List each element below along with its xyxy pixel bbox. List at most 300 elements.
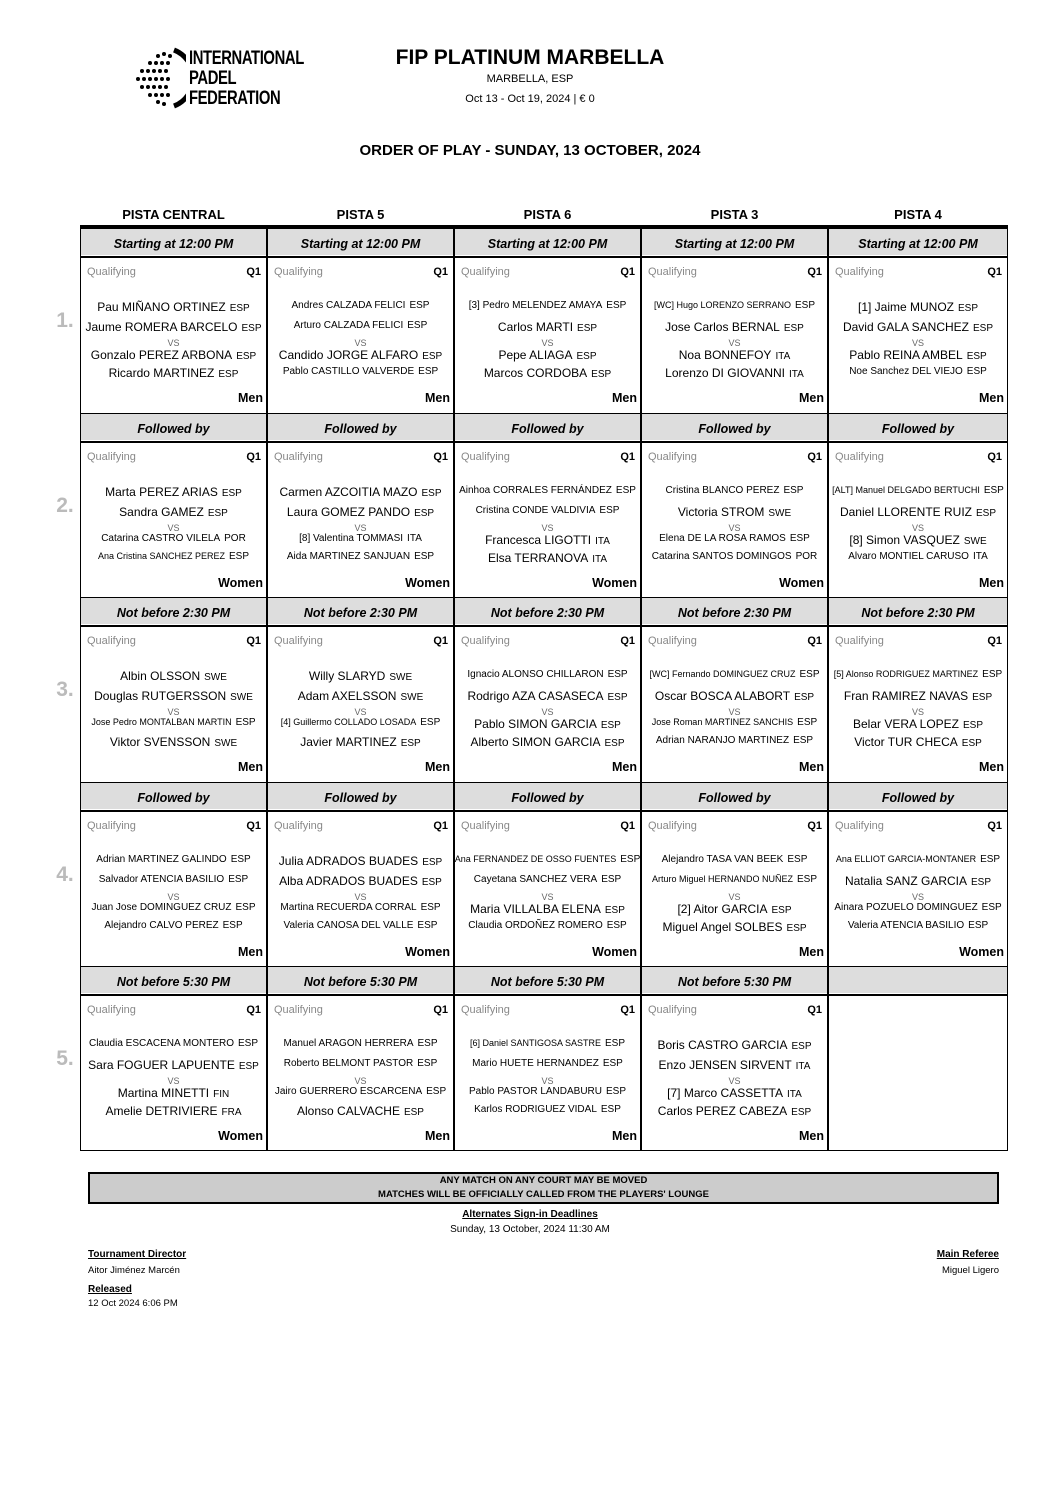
player-country: SWE — [204, 672, 227, 683]
player-name: Gonzalo PEREZ ARBONA — [90, 348, 233, 362]
player-country: ESP — [409, 300, 430, 311]
player-country: ESP — [417, 1038, 438, 1049]
player-name: Alonso CALVACHE — [297, 1104, 400, 1118]
slot-start-time: Not before 2:30 PM — [829, 598, 1007, 624]
player-name: Cristina BLANCO PEREZ — [665, 485, 780, 496]
match-order-number: 3. — [56, 678, 74, 701]
match-type: Qualifying — [648, 1004, 697, 1016]
player-country: SWE — [230, 692, 253, 703]
player-name: Sara FOGUER LAPUENTE — [88, 1058, 235, 1072]
player-line — [828, 689, 1008, 703]
player-country: ESP — [421, 877, 442, 888]
versus-label: VS — [167, 523, 180, 533]
player-line — [80, 1038, 267, 1049]
player-line — [267, 320, 454, 331]
slot-start-time: Followed by — [829, 414, 1007, 440]
match-order-number: 1. — [56, 309, 74, 332]
slot-start-time: Followed by — [268, 414, 453, 440]
logo-line-2: PADEL — [189, 68, 237, 89]
player-line — [641, 300, 828, 311]
player-country: FRA — [221, 1107, 242, 1118]
slot-start-time: Followed by — [829, 783, 1007, 809]
player-country: ITA — [775, 351, 791, 362]
match-cell[interactable] — [454, 996, 641, 1152]
player-line — [641, 1058, 828, 1072]
player-name: Catarina SANTOS DOMINGOS — [651, 551, 792, 562]
player-country: ESP — [963, 720, 984, 731]
match-round: Q1 — [246, 451, 261, 463]
match-round: Q1 — [433, 820, 448, 832]
player-name: Claudia ESCACENA MONTERO — [88, 1038, 235, 1049]
player-name: [2] Aitor GARCIA — [677, 902, 768, 916]
player-line — [267, 1086, 454, 1097]
player-line — [80, 1086, 267, 1100]
tournament-location: MARBELLA, ESP — [486, 73, 574, 85]
player-line — [641, 920, 828, 934]
player-name: Noe Sanchez DEL VIEJO — [849, 366, 963, 377]
player-country: ESP — [958, 303, 979, 314]
slot-start-time — [829, 967, 1007, 993]
player-country: ESP — [972, 692, 993, 703]
player-name: Alejandro CALVO PEREZ — [104, 920, 219, 931]
player-line — [80, 348, 267, 362]
player-country: ESP — [403, 1107, 424, 1118]
match-category: Men — [799, 1129, 824, 1143]
versus-label: VS — [167, 1076, 180, 1086]
player-name: Adrian NARANJO MARTINEZ — [655, 735, 790, 746]
player-country: ITA — [789, 369, 804, 380]
court-header: PISTA 5 — [336, 207, 385, 222]
player-name: [8] Simon VASQUEZ — [849, 533, 960, 547]
player-line — [828, 320, 1008, 334]
player-line — [267, 717, 454, 728]
player-name: Carlos PEREZ CABEZA — [657, 1104, 788, 1118]
player-country: ESP — [971, 877, 992, 888]
player-line — [80, 854, 267, 865]
player-name: Cristina CONDE VALDIVIA — [475, 505, 596, 516]
slot-start-time: Starting at 12:00 PM — [829, 229, 1007, 255]
player-line — [267, 551, 454, 562]
match-cell[interactable] — [641, 258, 828, 414]
player-country: ESP — [606, 920, 627, 931]
player-country: ITA — [786, 1089, 802, 1100]
player-country: ESP — [238, 1061, 259, 1072]
player-country: FIN — [213, 1089, 230, 1100]
versus-label: VS — [541, 892, 554, 902]
match-category: Men — [612, 760, 637, 774]
player-line — [454, 533, 641, 547]
match-type: Qualifying — [87, 451, 136, 463]
player-line — [80, 920, 267, 931]
player-line — [454, 300, 641, 311]
player-name: Salvador ATENCIA BASILIO — [98, 874, 225, 885]
player-name: Pepe ALIAGA — [498, 348, 573, 362]
match-category: Men — [799, 945, 824, 959]
player-country: ITA — [795, 1061, 811, 1072]
player-name: Jose Carlos BERNAL — [665, 320, 780, 334]
slot-start-time: Not before 5:30 PM — [268, 967, 453, 993]
match-type: Qualifying — [648, 635, 697, 647]
match-category: Women — [779, 576, 824, 590]
player-country: ESP — [606, 1086, 627, 1097]
player-country: ESP — [229, 551, 250, 562]
match-cell[interactable] — [828, 812, 1008, 968]
player-name: Claudia ORDOÑEZ ROMERO — [468, 920, 603, 931]
match-category: Women — [592, 945, 637, 959]
player-name: Boris CASTRO GARCIA — [657, 1038, 788, 1052]
match-category: Men — [979, 760, 1004, 774]
match-category: Men — [979, 391, 1004, 405]
match-round: Q1 — [620, 266, 635, 278]
versus-label: VS — [167, 707, 180, 717]
player-line — [454, 1104, 641, 1115]
player-line — [828, 300, 1008, 314]
player-name: Mario HUETE HERNANDEZ — [472, 1058, 599, 1069]
match-type: Qualifying — [648, 820, 697, 832]
player-line — [267, 735, 454, 749]
player-line — [267, 1104, 454, 1118]
player-name: David GALA SANCHEZ — [842, 320, 970, 334]
match-type: Qualifying — [274, 820, 323, 832]
player-line — [454, 874, 641, 885]
released-label: Released — [88, 1284, 132, 1295]
match-type: Qualifying — [274, 266, 323, 278]
player-line — [80, 533, 267, 544]
match-cell[interactable] — [641, 996, 828, 1152]
player-line — [454, 1058, 641, 1069]
versus-label: VS — [167, 892, 180, 902]
versus-label: VS — [541, 1076, 554, 1086]
player-country: ESP — [600, 720, 621, 731]
player-name: Sandra GAMEZ — [119, 505, 204, 519]
player-country: ESP — [601, 874, 622, 885]
player-name: Marta PEREZ ARIAS — [105, 485, 218, 499]
match-cell[interactable] — [828, 627, 1008, 783]
player-line — [641, 735, 828, 746]
alternates-date: Sunday, 13 October, 2024 11:30 AM — [450, 1224, 610, 1235]
player-name: Roberto BELMONT PASTOR — [283, 1058, 414, 1069]
fip-ball-icon — [134, 46, 186, 110]
player-country: ESP — [968, 920, 989, 931]
player-name: Alvaro MONTIEL CARUSO — [848, 551, 969, 562]
player-line — [828, 533, 1008, 547]
match-cell[interactable] — [80, 812, 267, 968]
match-round: Q1 — [246, 820, 261, 832]
match-round: Q1 — [807, 266, 822, 278]
player-name: Alejandro TASA VAN BEEK — [661, 854, 784, 865]
player-line — [828, 505, 1008, 519]
versus-label: VS — [911, 707, 924, 717]
player-name: Ricardo MARTINEZ — [108, 366, 215, 380]
match-type: Qualifying — [461, 820, 510, 832]
match-cell[interactable] — [80, 627, 267, 783]
match-category: Men — [799, 760, 824, 774]
slot-start-time: Followed by — [642, 414, 827, 440]
player-name: Maria VILLALBA ELENA — [470, 902, 601, 916]
player-name: Victor TUR CHECA — [854, 735, 958, 749]
player-country: ESP — [230, 854, 251, 865]
match-category: Women — [405, 576, 450, 590]
match-type: Qualifying — [835, 635, 884, 647]
player-name: Oscar BOSCA ALABORT — [654, 689, 791, 703]
player-country: ESP — [615, 485, 636, 496]
match-round: Q1 — [807, 1004, 822, 1016]
referee-name: Miguel Ligero — [941, 1265, 999, 1276]
player-country: SWE — [768, 508, 792, 519]
player-line — [641, 348, 828, 362]
player-country: ESP — [591, 369, 612, 380]
match-type: Qualifying — [461, 451, 510, 463]
slot-start-time: Starting at 12:00 PM — [455, 229, 640, 255]
match-category: Men — [425, 391, 450, 405]
match-order-number: 2. — [56, 494, 74, 517]
player-line — [80, 689, 267, 703]
player-line — [454, 669, 641, 680]
player-country: ESP — [983, 485, 1004, 496]
player-name: Jaume ROMERA BARCELO — [85, 320, 238, 334]
match-round: Q1 — [620, 635, 635, 647]
player-name: Pablo REINA AMBEL — [849, 348, 963, 362]
player-name: Adam AXELSSON — [297, 689, 397, 703]
match-type: Qualifying — [835, 266, 884, 278]
player-name: [5] Alonso RODRIGUEZ MARTINEZ — [833, 669, 979, 679]
match-category: Women — [218, 1129, 263, 1143]
order-of-play-title: ORDER OF PLAY - SUNDAY, 13 OCTOBER, 2024 — [359, 142, 701, 159]
match-type: Qualifying — [648, 266, 697, 278]
match-cell[interactable] — [80, 996, 267, 1152]
player-name: Pablo SIMON GARCIA — [474, 717, 597, 731]
player-country: SWE — [963, 536, 987, 547]
slot-start-time: Starting at 12:00 PM — [268, 229, 453, 255]
director-name: Aitor Jiménez Marcén — [88, 1265, 180, 1276]
player-line — [80, 1104, 267, 1118]
player-line — [828, 854, 1008, 865]
player-country: ESP — [417, 1058, 438, 1069]
player-country: ESP — [422, 857, 443, 868]
player-name: Miguel Angel SOLBES — [662, 920, 783, 934]
player-name: [6] Daniel SANTIGOSA SASTRE — [469, 1038, 602, 1048]
match-type: Qualifying — [461, 266, 510, 278]
player-country: ESP — [241, 323, 262, 334]
player-name: Carlos MARTI — [497, 320, 574, 334]
player-line — [80, 366, 267, 380]
player-country: ESP — [576, 351, 597, 362]
player-country: ESP — [966, 366, 987, 377]
player-country: ESP — [221, 488, 242, 499]
slot-start-time: Not before 2:30 PM — [642, 598, 827, 624]
player-name: Carmen AZCOITIA MAZO — [279, 485, 418, 499]
player-name: Adrian MARTINEZ GALINDO — [96, 854, 227, 865]
match-cell[interactable] — [641, 812, 828, 968]
slot-start-time: Starting at 12:00 PM — [642, 229, 827, 255]
player-line — [828, 920, 1008, 931]
match-type: Qualifying — [461, 635, 510, 647]
match-cell[interactable] — [454, 627, 641, 783]
court-header: PISTA 6 — [523, 207, 572, 222]
match-type: Qualifying — [835, 820, 884, 832]
match-type: Qualifying — [87, 1004, 136, 1016]
slot-start-time: Not before 2:30 PM — [268, 598, 453, 624]
match-cell[interactable] — [80, 443, 267, 599]
player-name: Albin OLSSON — [120, 669, 201, 683]
match-cell[interactable] — [454, 812, 641, 968]
match-type: Qualifying — [835, 451, 884, 463]
player-name: Ainhoa CORRALES FERNÁNDEZ — [459, 485, 612, 496]
released-date: 12 Oct 2024 6:06 PM — [88, 1298, 178, 1309]
player-name: Ana Cristina SANCHEZ PEREZ — [97, 551, 226, 561]
match-order-number: 4. — [56, 863, 74, 886]
player-line — [267, 920, 454, 931]
player-name: Marcos CORDOBA — [483, 366, 588, 380]
slot-start-time: Followed by — [455, 414, 640, 440]
match-cell[interactable] — [828, 443, 1008, 599]
match-cell[interactable] — [828, 258, 1008, 414]
player-name: Francesca LIGOTTI — [485, 533, 592, 547]
player-country: ESP — [980, 854, 1001, 865]
versus-label: VS — [911, 892, 924, 902]
match-cell[interactable] — [80, 258, 267, 414]
tournament-title: FIP PLATINUM MARBELLA — [395, 46, 665, 69]
player-line — [454, 689, 641, 703]
player-name: [1] Jaime MUNOZ — [857, 300, 954, 314]
player-name: Ana FERNANDEZ DE OSSO FUENTES — [454, 854, 617, 864]
player-line — [80, 505, 267, 519]
court-header: PISTA CENTRAL — [122, 207, 225, 222]
player-name: Natalia SANZ GARCIA — [844, 874, 968, 888]
versus-label: VS — [728, 707, 741, 717]
player-line — [80, 320, 267, 334]
player-name: Valeria CANOSA DEL VALLE — [283, 920, 414, 931]
match-round: Q1 — [433, 1004, 448, 1016]
match-type: Qualifying — [87, 820, 136, 832]
match-cell[interactable] — [454, 443, 641, 599]
match-category: Men — [425, 1129, 450, 1143]
player-country: ESP — [799, 669, 820, 680]
match-cell[interactable] — [267, 996, 454, 1152]
player-line — [828, 717, 1008, 731]
match-category: Women — [592, 576, 637, 590]
match-category: Men — [979, 576, 1004, 590]
player-line — [80, 300, 267, 314]
player-country: ESP — [783, 323, 804, 334]
versus-label: VS — [911, 523, 924, 533]
player-name: Pablo PASTOR LANDABURU — [468, 1086, 602, 1097]
notice-line-1: ANY MATCH ON ANY COURT MAY BE MOVED — [439, 1175, 648, 1186]
match-cell[interactable] — [267, 812, 454, 968]
player-name: Karlos RODRIGUEZ VIDAL — [474, 1104, 597, 1115]
player-name: Manuel ARAGON HERRERA — [283, 1038, 414, 1049]
player-line — [641, 505, 828, 519]
match-round: Q1 — [807, 451, 822, 463]
player-country: ESP — [207, 508, 228, 519]
player-name: Julia ADRADOS BUADES — [278, 854, 419, 868]
player-line — [80, 735, 267, 749]
match-category: Men — [238, 945, 263, 959]
player-country: POR — [224, 533, 246, 544]
match-cell[interactable] — [454, 258, 641, 414]
player-line — [267, 854, 454, 868]
player-name: Aida MARTINEZ SANJUAN — [286, 551, 411, 562]
match-cell[interactable] — [267, 443, 454, 599]
player-country: POR — [795, 551, 818, 562]
player-name: Alba ADRADOS BUADES — [279, 874, 418, 888]
fip-logo — [134, 46, 304, 110]
player-line — [641, 874, 828, 885]
player-country: ESP — [235, 717, 256, 728]
player-line — [454, 348, 641, 362]
versus-label: VS — [354, 338, 367, 348]
player-line — [80, 485, 267, 499]
match-cell[interactable] — [267, 258, 454, 414]
match-round: Q1 — [807, 820, 822, 832]
player-country: ESP — [604, 738, 625, 749]
player-country: ESP — [981, 902, 1002, 913]
player-line — [454, 551, 641, 565]
match-cell[interactable] — [267, 627, 454, 783]
player-line — [454, 366, 641, 380]
player-line — [641, 669, 828, 680]
player-line — [454, 920, 641, 931]
player-country: ESP — [238, 1038, 259, 1049]
match-round: Q1 — [987, 820, 1002, 832]
player-name: Ana ELLIOT GARCIA-MONTANER — [835, 854, 977, 864]
player-country: ESP — [222, 920, 243, 931]
match-category: Men — [238, 760, 263, 774]
match-round: Q1 — [807, 635, 822, 647]
player-line — [267, 348, 454, 362]
player-country: ITA — [407, 533, 422, 544]
player-name: Daniel LLORENTE RUIZ — [839, 505, 973, 519]
player-name: Laura GOMEZ PANDO — [286, 505, 411, 519]
versus-label: VS — [728, 338, 741, 348]
slot-start-time: Starting at 12:00 PM — [81, 229, 266, 255]
player-country: ESP — [414, 508, 435, 519]
player-name: Ignacio ALONSO CHILLARON — [467, 669, 604, 680]
match-cell[interactable] — [641, 627, 828, 783]
match-type: Qualifying — [274, 1004, 323, 1016]
player-name: Martina MINETTI — [117, 1086, 210, 1100]
logo-line-1: INTERNATIONAL — [189, 48, 304, 69]
notice-line-2: MATCHES WILL BE OFFICIALLY CALLED FROM THE PLAYERS' LOUNGE — [378, 1189, 709, 1200]
player-country: ESP — [607, 692, 628, 703]
player-line — [80, 551, 267, 562]
player-name: [4] Guillermo COLLADO LOSADA — [280, 717, 417, 727]
court-header: PISTA 4 — [894, 207, 942, 222]
player-line — [828, 366, 1008, 377]
player-country: ESP — [982, 669, 1003, 680]
player-country: ESP — [607, 669, 628, 680]
player-country: ITA — [972, 551, 988, 562]
player-line — [641, 485, 828, 496]
player-name: Lorenzo DI GIOVANNI — [665, 366, 785, 380]
player-country: ITA — [592, 554, 608, 565]
versus-label: VS — [354, 707, 367, 717]
match-type: Qualifying — [87, 266, 136, 278]
slot-start-time: Not before 5:30 PM — [455, 967, 640, 993]
player-country: ESP — [791, 1107, 812, 1118]
player-country: ESP — [602, 1058, 623, 1069]
player-line — [828, 551, 1008, 562]
player-line — [641, 533, 828, 544]
match-cell[interactable] — [641, 443, 828, 599]
player-line — [454, 485, 641, 496]
player-line — [828, 485, 1008, 496]
player-country: ESP — [229, 303, 250, 314]
player-country: ESP — [426, 1086, 447, 1097]
player-name: [7] Marco CASSETTA — [667, 1086, 783, 1100]
match-round: Q1 — [433, 635, 448, 647]
player-country: ESP — [605, 1038, 626, 1049]
